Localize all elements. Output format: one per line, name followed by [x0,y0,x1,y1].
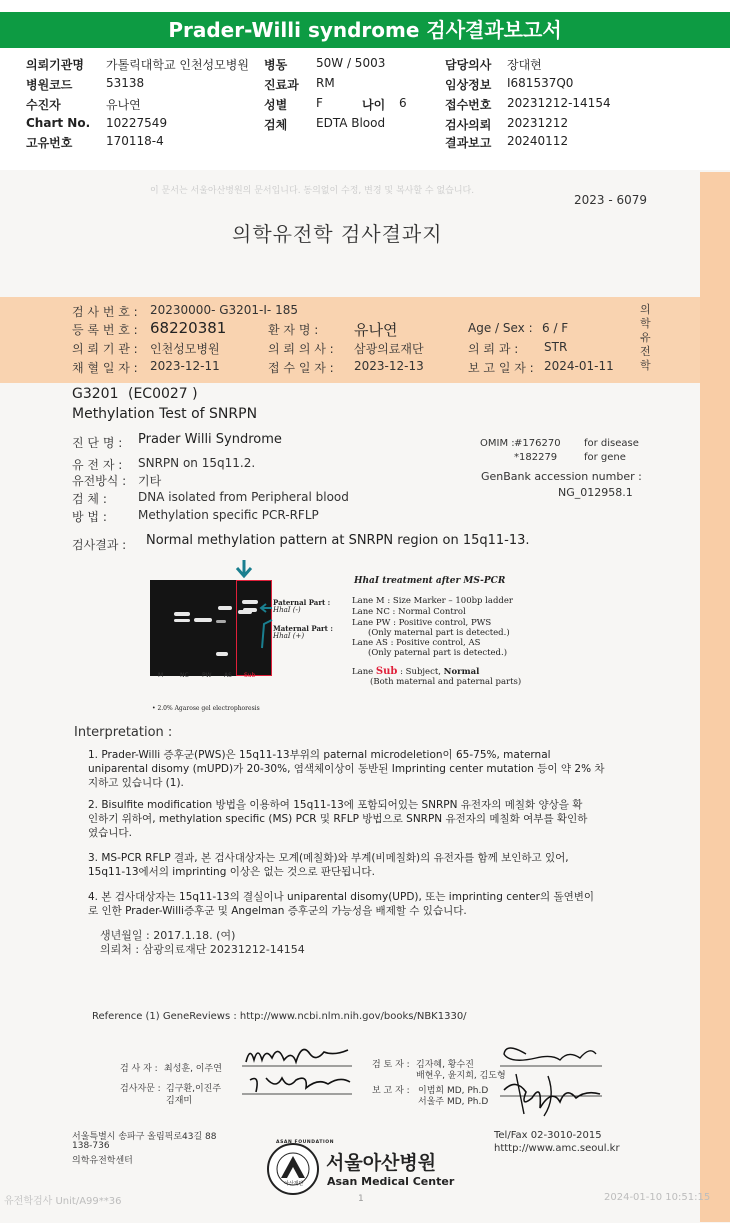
interp-line: 인하기 위하여, methylation specific (MS) PCR 및 RFLP 방법으로 SNRPN 유전자의 메칠화 여부를 확인하 [88,813,588,825]
value: F [316,96,323,110]
report-label: 보 고 일 자 : [468,361,534,375]
recv-label: 접 수 일 자 : [268,361,334,375]
patient-name: 유나연 [354,321,398,339]
band-pointer-icon [258,602,274,652]
label: 접수번호 [445,98,492,112]
paternal-label: Paternal Part : [273,598,331,607]
interp-title: Interpretation : [74,725,173,740]
value: RM [316,76,335,90]
row-value: 기타 [138,474,162,488]
consult-label: 검사자문 : [120,1084,161,1094]
maternal-label: Maternal Part : [273,624,333,633]
req-doc: 삼광의료재단 [354,342,424,356]
doc-title: 의학유전학 검사결과지 [232,222,443,246]
interp-line: uniparental disomy (mUPD)가 20-30%, 염색체이상이 동반된 Imprinting center mutation 등이 약 2% 차 [88,763,605,775]
label: 임상정보 [445,78,492,92]
requester: 의뢰처 : 삼광의료재단 20231212-14154 [100,943,305,956]
draw-date: 2023-12-11 [150,359,220,373]
legend-line: (Both maternal and paternal parts) [370,677,522,687]
examiner-label: 검 사 자 : [120,1064,158,1074]
birth-date: 생년월일 : 2017.1.18. (여) [100,929,236,942]
report-date: 2024-01-11 [544,359,614,373]
reporter: 서울주 MD, Ph.D [418,1097,489,1107]
reg-no: 68220381 [150,319,227,337]
value: 장대현 [507,58,542,72]
reviewer-label: 검 토 자 : [372,1060,410,1070]
dept-label: 의 뢰 과 : [468,342,519,356]
address-line: 서울특별시 송파구 올림픽로43길 88 [72,1132,217,1142]
reporter-label: 보 고 자 : [372,1086,410,1096]
website: htttp://www.amc.seoul.kr [494,1143,620,1154]
row-label: 방 법 : [72,510,107,524]
label: 수진자 [26,98,61,112]
test-code: G3201 [72,386,119,402]
value: 10227549 [106,116,168,130]
address-line: 의학유전학센터 [72,1156,133,1166]
legend-line: (Only paternal part is detected.) [368,648,508,658]
genbank-label: GenBank accession number : [481,470,642,483]
interp-line: 지하고 있습니다 (1). [88,777,184,789]
legend-line: Lane NC : Normal Control [352,607,466,617]
consult: 김구환,이진주 [166,1084,222,1094]
hospital-name-en: Asan Medical Center [327,1175,455,1188]
reference: Reference (1) GeneReviews : http://www.ncbi.nlm.nih.gov/books/NBK1330/ [92,1011,467,1022]
omim-label: OMIM : [480,438,515,449]
interp-line: 2. Bisulfite modification 방법을 이용하여 15q11-13에 포함되어있는 SNRPN 유전자의 메칠화 양상을 확 [88,799,583,811]
logo-ring-text: ASAN FOUNDATION [276,1140,335,1145]
row-value: Methylation specific PCR-RFLP [138,508,319,522]
inst-label: 의 뢰 기 관 : [72,342,138,356]
examiner: 최성훈, 이주연 [164,1064,222,1074]
row-value: Prader Willi Syndrome [138,432,282,447]
doc-number: 2023 - 6079 [574,193,648,207]
omim-disease-id: #176270 [514,438,561,449]
side-vertical-text: 의학유전학 [640,303,651,372]
legend-title: HhaI treatment after MS-PCR [354,576,506,586]
patient-label: 환 자 명 : [268,323,319,337]
row-label: 유전방식 : [72,474,127,488]
side-strip [700,172,730,1222]
label: 의뢰기관명 [26,58,84,72]
consult: 김재미 [166,1096,193,1106]
examiner-signature [236,1040,356,1072]
legend-sub-line: Lane Sub : Subject, Normal [352,666,480,677]
value: 가톨릭대학교 인천성모병원 [106,58,249,72]
label: 고유번호 [26,136,73,150]
omim-gene-id: *182279 [514,452,558,463]
label: 나이 [362,98,386,112]
test-no: 20230000- G3201-I- 185 [150,303,298,317]
row-value: SNRPN on 15q11.2. [138,456,256,470]
label: Chart No. [26,116,91,130]
report-banner-title: Prader-Willi syndrome 검사결과보고서 [0,12,730,48]
value: 53138 [106,76,145,90]
label: 성별 [264,98,288,112]
value: 6 [399,96,407,110]
value: 170118-4 [106,134,164,148]
interp-line: 15q11-13에서의 imprinting 이상은 없는 것으로 판단됩니다. [88,866,375,878]
req-doc-label: 의 뢰 의 사 : [268,342,334,356]
footer-left: 유전학검사 Unit/A99**36 [4,1196,122,1207]
asan-foundation-logo-icon [266,1142,320,1196]
interp-line: 4. 본 검사대상자는 15q11-13의 결실이나 uniparental disomy(UPD), 또는 imprinting center의 돌연변이 [88,891,595,903]
omim-gene-note: for gene [584,452,626,463]
gel-caption: • 2.0% Agarose gel electrophoresis [152,705,260,712]
test-name: Methylation Test of SNRPN [72,406,258,422]
interp-line: 3. MS-PCR RFLP 결과, 본 검사대상자는 모계(메칠화)와 부계(비메칠화)의 유전자를 함께 보인하고 있어, [88,852,569,864]
label: 병원코드 [26,78,73,92]
value: 20231212-14154 [507,96,611,110]
test-no-label: 검 사 번 호 : [72,305,138,319]
label: 담당의사 [445,58,492,72]
watermark-text: 이 문서는 서울아산병원의 문서입니다. 동의없이 수정, 변경 및 복사할 수 없습니다. [150,186,475,196]
row-label: 진 단 명 : [72,436,123,450]
logo-inner-text: 아산재단 [284,1181,304,1187]
reviewer: 배현우, 윤지희, 김도형 [416,1071,506,1081]
reg-no-label: 등 록 번 호 : [72,323,138,337]
reporter: 이범희 MD, Ph.D [418,1086,489,1096]
row-label: 유 전 자 : [72,458,123,472]
label: 진료과 [264,78,299,92]
tel-fax: Tel/Fax 02-3010-2015 [494,1130,602,1141]
footer-timestamp: 2024-01-10 10:51:15 [604,1192,711,1203]
reviewer-signature [496,1040,606,1070]
legend-line: Lane AS : Positive control, AS [352,638,481,648]
inst: 인천성모병원 [150,342,220,356]
result-text: Normal methylation pattern at SNRPN region on 15q11-13. [146,533,530,548]
agesex-label: Age / Sex : [468,321,533,335]
maternal-sub: HhaI (+) [273,632,305,640]
recv-date: 2023-12-13 [354,359,424,373]
arrow-down-icon [234,560,254,582]
value: 50W / 5003 [316,56,386,70]
value: 20231212 [507,116,569,130]
reporter-signature [496,1068,606,1120]
row-value: DNA isolated from Peripheral blood [138,490,349,504]
value: 유나연 [106,98,141,112]
label: 결과보고 [445,136,492,150]
row-label: 검 체 : [72,492,107,506]
legend-line: (Only maternal part is detected.) [368,628,510,638]
genbank-id: NG_012958.1 [558,486,633,499]
hospital-name-kr: 서울아산병원 [326,1152,437,1174]
draw-label: 채 혈 일 자 : [72,361,138,375]
label: 병동 [264,58,288,72]
page-number: 1 [358,1194,364,1204]
value: EDTA Blood [316,116,386,130]
consult-signature [236,1070,356,1100]
agesex: 6 / F [542,321,569,335]
interp-line: 로 인한 Prader-Willi증후군 및 Angelman 증후군의 가능성을 배제할 수 있습니다. [88,905,467,917]
reviewer: 김자혜, 황수진 [416,1060,474,1070]
value: I681537Q0 [507,76,574,90]
label: 검체 [264,118,288,132]
dept: STR [544,340,568,354]
interp-line: 였습니다. [88,827,132,839]
paternal-sub: HhaI (-) [273,606,301,614]
label: 검사의뢰 [445,118,492,132]
address-line: 138-736 [72,1141,110,1151]
test-code-2: (EC0027 ) [128,386,198,402]
omim-disease-note: for disease [584,438,639,449]
interp-line: 1. Prader-Willi 증후군(PWS)은 15q11-13부위의 paternal microdeletion이 65-75%, maternal [88,749,551,761]
gel-electrophoresis-image [150,580,272,676]
value: 20240112 [507,134,569,148]
legend-line: Lane PW : Positive control, PWS [352,618,492,628]
legend-line: Lane M : Size Marker – 100bp ladder [352,596,513,606]
result-label: 검사결과 : [72,538,127,552]
